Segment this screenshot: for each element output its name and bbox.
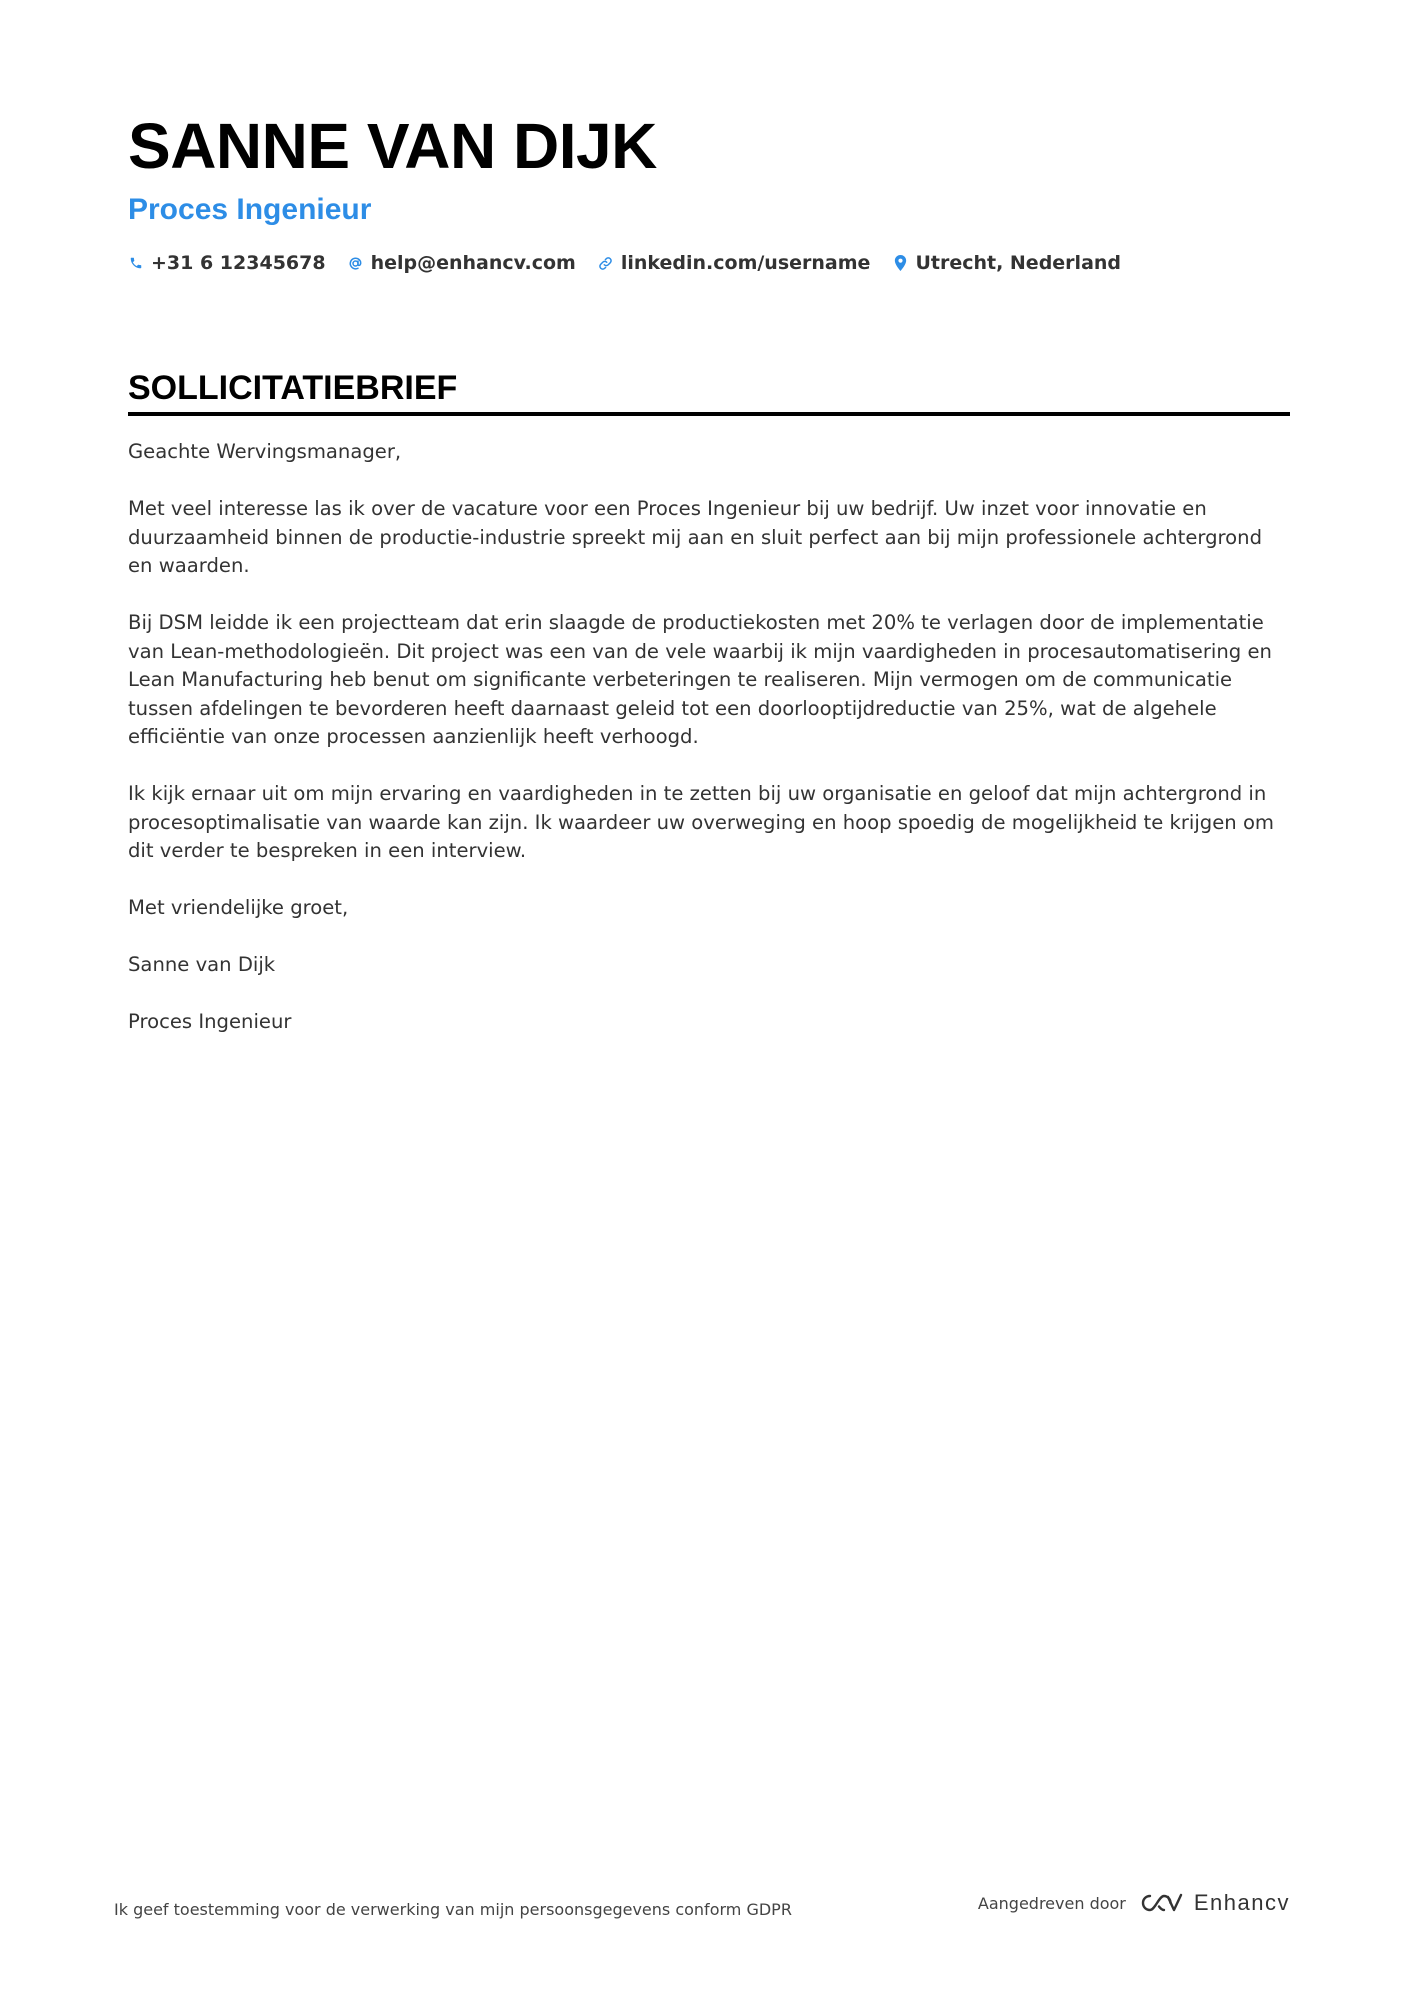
contact-phone[interactable]	[128, 252, 326, 274]
contact-email-text: help@enhancv.com	[370, 252, 576, 274]
enhancv-logo-icon	[1138, 1891, 1184, 1915]
contact-email[interactable]	[348, 252, 576, 274]
powered-by-label: Aangedreven door	[977, 1893, 1126, 1913]
contact-location-text: Utrecht, Nederland	[915, 252, 1122, 274]
signature-title: Proces Ingenieur	[128, 1010, 292, 1033]
closing: Met vriendelijke groet,	[128, 896, 349, 919]
link-icon	[598, 254, 614, 272]
salutation: Geachte Wervingsmanager,	[128, 440, 402, 463]
contact-location	[892, 252, 1121, 274]
contact-linkedin[interactable]	[598, 252, 871, 274]
letter-body	[128, 438, 1290, 1037]
section-title: SOLLICITATIEBRIEF	[128, 368, 1290, 416]
contact-bar	[128, 252, 1288, 274]
location-pin-icon	[892, 254, 908, 272]
header	[128, 108, 1288, 274]
letter-paragraph-2: Bij DSM leidde ik een projectteam dat erin slaagde de productiekosten met 20% te verlagen door de implementatie van Lean-methodologieën. Dit project was een van de vele waarbij ik mijn vaardigheden in procesautomatisering en Lean Manufacturing heb benut om significante verbeteringen te realiseren. Mijn vermogen om de communicatie tussen afdelingen te bevorderen heeft daarnaast geleid tot een doorlooptijdreductie van 25%, wat de algehele efficiëntie van onze processen aanzienlijk heeft verhoogd.	[128, 611, 1272, 748]
letter-paragraph-1: Met veel interesse las ik over de vacature voor een Proces Ingenieur bij uw bedrijf. Uw inzet voor innovatie en duurzaamheid binnen de productie-industrie spreekt mij aan en sluit perfect aan bij mijn professionele achtergrond en waarden.	[128, 497, 1263, 577]
gdpr-consent: Ik geef toestemming voor de verwerking van mijn persoonsgegevens conform GDPR	[114, 1900, 792, 1919]
powered-by[interactable]	[978, 1890, 1290, 1916]
candidate-name: SANNE VAN DIJK	[128, 110, 657, 182]
footer	[114, 1890, 1290, 1930]
contact-phone-text: +31 6 12345678	[151, 252, 326, 274]
phone-icon	[128, 254, 144, 272]
signature-name: Sanne van Dijk	[128, 953, 276, 976]
cover-letter-section	[128, 368, 1290, 1065]
enhancv-brand-name: Enhancv	[1193, 1890, 1290, 1915]
contact-linkedin-text: linkedin.com/username	[620, 252, 871, 274]
job-title: Proces Ingenieur	[128, 193, 372, 226]
letter-paragraph-3: Ik kijk ernaar uit om mijn ervaring en vaardigheden in te zetten bij uw organisatie en geloof dat mijn achtergrond in procesoptimalisatie van waarde kan zijn. Ik waardeer uw overweging en hoop spoedig de mogelijkheid te krijgen om dit verder te bespreken in een interview.	[128, 782, 1275, 862]
at-icon	[348, 254, 364, 272]
